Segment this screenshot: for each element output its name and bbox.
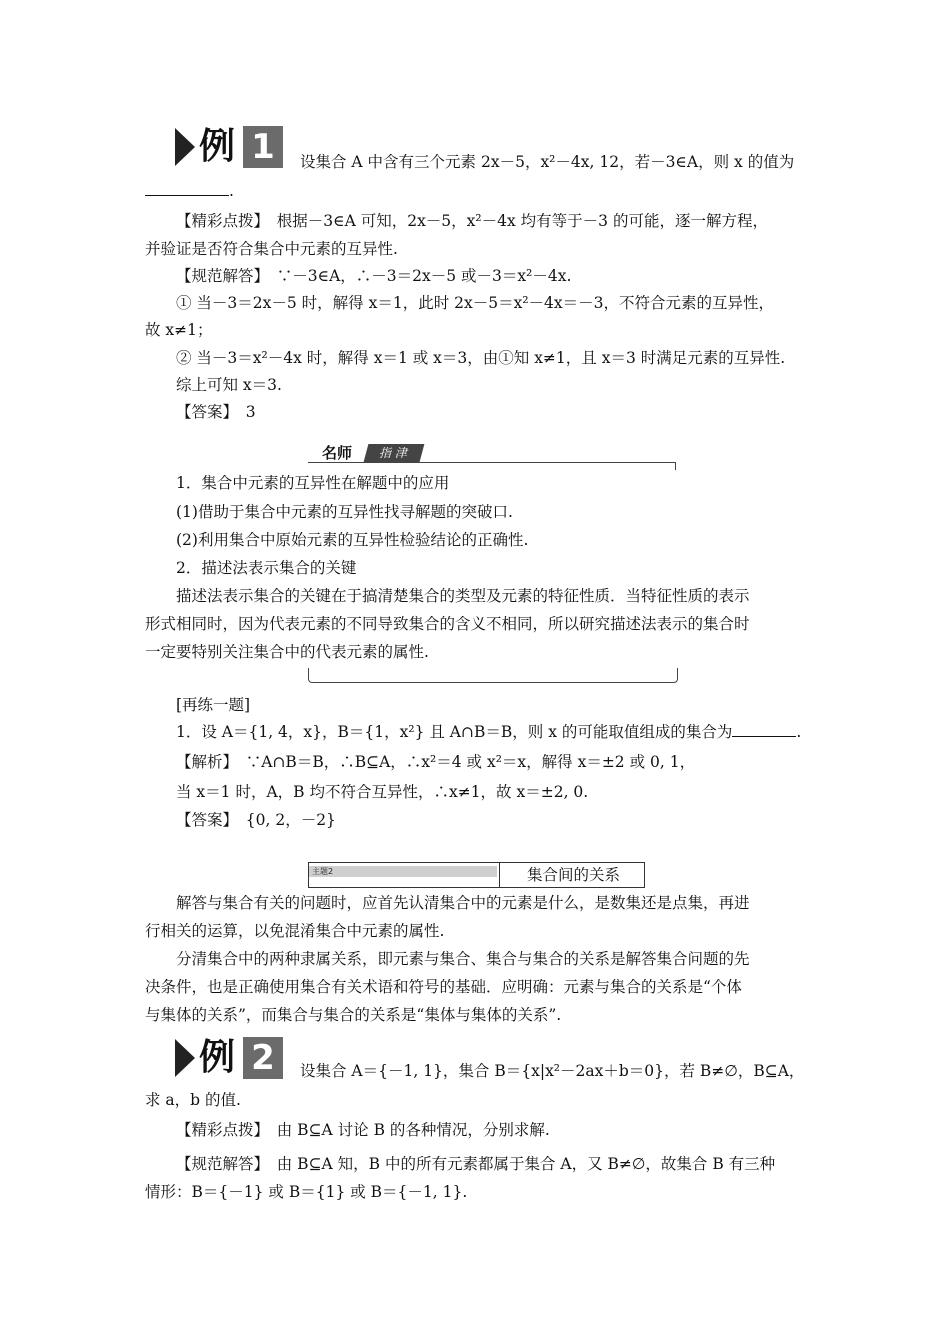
- teacher-guide-header: [308, 442, 676, 466]
- example-1-badge: [175, 124, 285, 170]
- practice-analysis: 【解析】 ∵A∩B＝B，∴B⊆A，∴x²＝4 或 x²＝x，解得 x＝±2 或 0, 1，: [176, 753, 696, 771]
- intro-paragraph-1-cont: 行相关的运算，以免混淆集合中元素的属性.: [145, 922, 445, 940]
- guide-point-1a: (1)借助于集合中元素的互异性找寻解题的突破口.: [176, 503, 513, 521]
- topic-tag-bar: [309, 866, 497, 877]
- topic-name: 集合间的关系: [527, 866, 621, 884]
- solution-case-1-cont: 故 x≠1；: [145, 321, 213, 339]
- solution-case-1: ① 当－3＝2x－5 时，解得 x＝1，此时 2x－5＝x²－4x＝－3，不符合元素的互异性，: [176, 294, 775, 312]
- guide-paragraph-cont: 形式相同时，因为代表元素的不同导致集合的含义不相同，所以研究描述法表示的集合时: [145, 615, 750, 633]
- example-2-solution: 【规范解答】 由 B⊆A 知，B 中的所有元素都属于集合 A，又 B≠∅，故集合 B 有三种: [176, 1155, 776, 1173]
- arrow-icon: [175, 1039, 195, 1077]
- arrow-icon: [175, 128, 195, 166]
- practice-analysis-cont: 当 x＝1 时，A，B 均不符合互异性，∴x≠1，故 x＝±2, 0.: [176, 783, 589, 801]
- header-corner: [675, 462, 676, 470]
- example-1-question: 设集合 A 中含有三个元素 2x－5，x²－4x, 12，若－3∈A，则 x 的值为: [300, 153, 795, 171]
- hint-paragraph: 【精彩点拨】 根据－3∈A 可知，2x－5，x²－4x 均有等于－3 的可能，逐一解方程，: [176, 212, 768, 230]
- badge-char: 例: [199, 126, 236, 167]
- topic-tag: 主题2: [312, 867, 334, 876]
- example-2-hint: 【精彩点拨】 由 B⊆A 讨论 B 的各种情况，分别求解.: [176, 1121, 550, 1139]
- teacher-guide-footer: [308, 668, 678, 683]
- solution-heading: 【规范解答】 ∵－3∈A，∴－3＝2x－5 或－3＝x²－4x.: [176, 267, 572, 285]
- answer-blank-line: .: [145, 181, 234, 201]
- guide-point-1: 1．集合中元素的互异性在解题中的应用: [176, 474, 450, 492]
- badge-number: 2: [243, 1037, 283, 1079]
- example-1-answer: 【答案】 3: [176, 403, 256, 421]
- intro-paragraph-1: 解答与集合有关的问题时，应首先认清集合中的元素是什么，是数集还是点集，再进: [176, 894, 750, 912]
- teacher-guide-title: 名师: [322, 444, 353, 462]
- hint-paragraph-cont: 并验证是否符合集合中元素的互异性.: [145, 240, 398, 258]
- example-2-question-cont: 求 a，b 的值.: [145, 1091, 241, 1109]
- guide-paragraph-end: 一定要特别关注集合中的代表元素的属性.: [145, 643, 429, 661]
- intro-paragraph-2-cont: 决条件，也是正确使用集合有关术语和符号的基础．应明确：元素与集合的关系是“个体: [145, 978, 742, 996]
- practice-answer: 【答案】 {0, 2，－2}: [176, 811, 336, 829]
- solution-case-2: ② 当－3＝x²－4x 时，解得 x＝1 或 x＝3，由①知 x≠1，且 x＝3 时满足元素的互异性.: [176, 349, 786, 367]
- intro-paragraph-2-end: 与集体的关系”，而集合与集合的关系是“集体与集体的关系”.: [145, 1006, 562, 1024]
- badge-number: 1: [243, 126, 283, 168]
- solution-conclusion: 综上可知 x＝3.: [176, 376, 282, 394]
- practice-header: [再练一题]: [176, 696, 251, 714]
- practice-question: 1．设 A＝{1, 4，x}，B＝{1，x²} 且 A∩B＝B，则 x 的可能取值组成的集合为 .: [176, 723, 802, 741]
- example-2-solution-cont: 情形：B＝{－1} 或 B＝{1} 或 B＝{－1, 1}.: [145, 1183, 468, 1201]
- header-rule: [308, 462, 676, 463]
- teacher-guide-pill: 指 津: [364, 444, 425, 462]
- badge-char: 例: [199, 1037, 236, 1078]
- guide-paragraph: 描述法表示集合的关键在于搞清楚集合的类型及元素的特征性质．当特征性质的表示: [176, 587, 750, 605]
- guide-point-2: 2．描述法表示集合的关键: [176, 559, 357, 577]
- topic-2-header: [308, 862, 645, 888]
- topic-separator: [499, 863, 500, 887]
- intro-paragraph-2: 分清集合中的两种隶属关系，即元素与集合、集合与集合的关系是解答集合问题的先: [176, 950, 750, 968]
- example-2-badge: [175, 1035, 285, 1081]
- example-2-question: 设集合 A＝{－1, 1}，集合 B＝{x|x²－2ax＋b＝0}，若 B≠∅，B⊆A，: [300, 1062, 805, 1080]
- guide-point-1b: (2)利用集合中原始元素的互异性检验结论的正确性.: [176, 531, 529, 549]
